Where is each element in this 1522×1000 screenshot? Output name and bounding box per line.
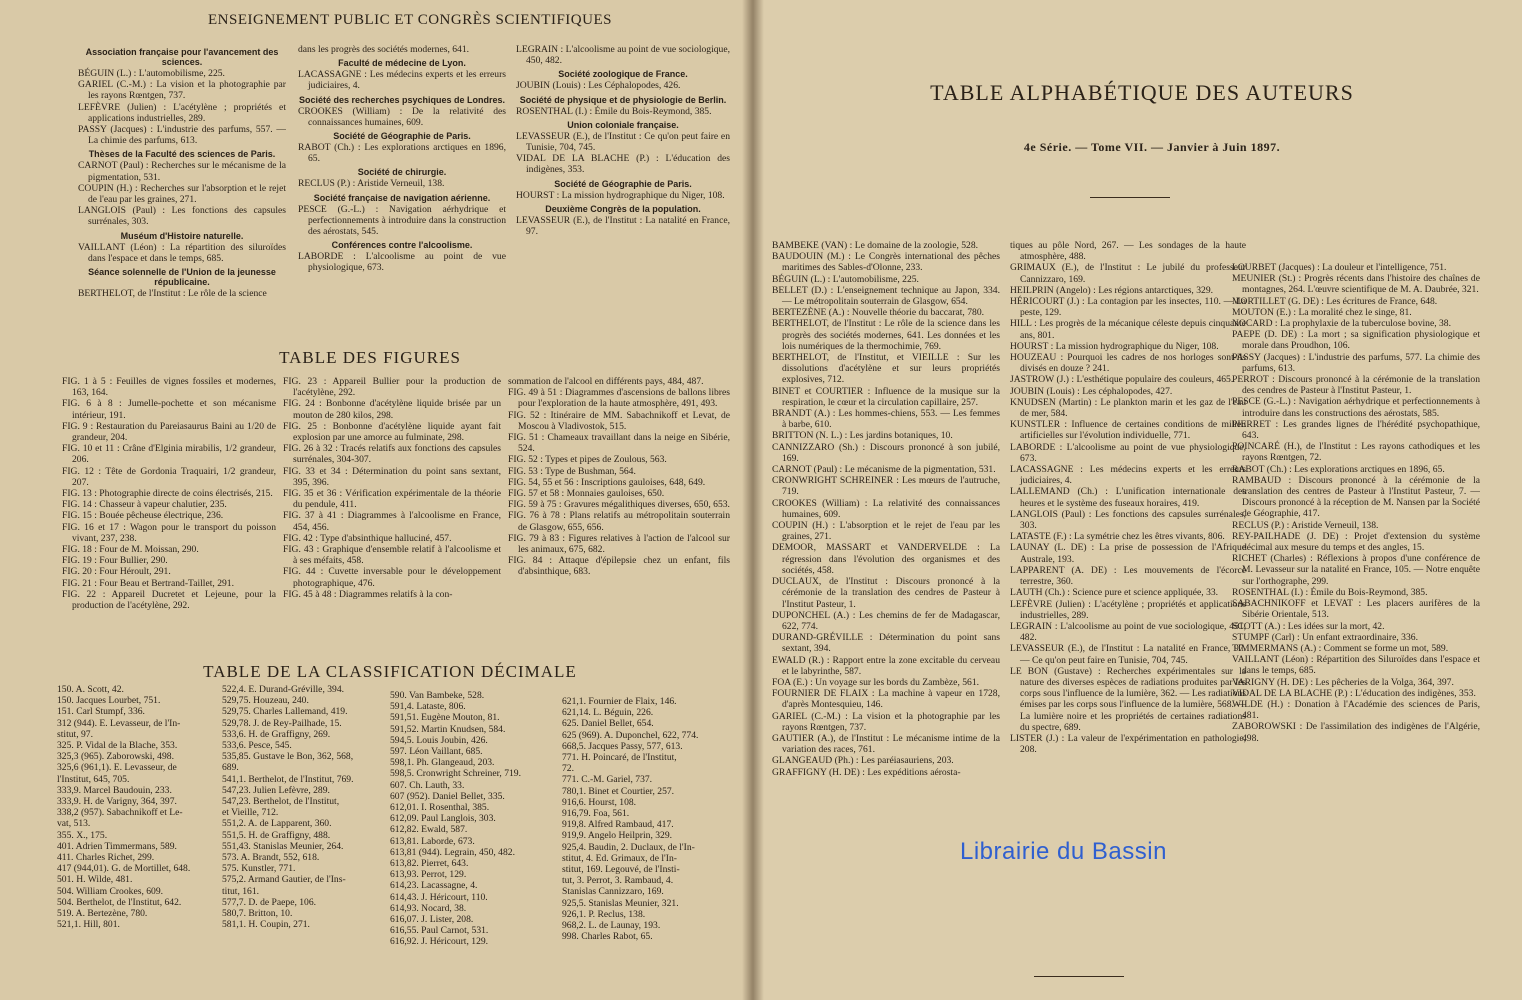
- decimal-column-2: [222, 684, 386, 954]
- author-entry: DUPONCHEL (A.) : Les chemins de fer de Madagascar, 622, 774.: [772, 609, 1000, 632]
- figure-entry: FIG. 15 : Bouée pêcheuse électrique, 236.: [62, 510, 224, 522]
- index-entry: BÉGUIN (L.) : L'automobilisme, 225.: [78, 68, 225, 79]
- decimal-entry: vat, 513.: [57, 818, 91, 830]
- index-entry: PESCE (G.-L.) : Navigation aérhydrique et perfectionnements à introduire dans la construction des aérostats, 545.: [298, 203, 506, 238]
- index-entry: BERTHELOT, de l'Institut : Le rôle de la science: [78, 288, 267, 300]
- author-entry: VAILLANT (Léon) : Répartition des Siluroïdes dans l'espace et dans le temps, 685.: [1232, 654, 1480, 677]
- decimal-entry: 581,1. H. Coupin, 271.: [222, 919, 310, 931]
- decimal-entry: 333,9. H. de Varigny, 364, 397.: [57, 796, 177, 808]
- author-entry: SABACHNIKOFF et LEVAT : Les placers aurifères de la Sibérie Orientale, 513.: [1232, 598, 1480, 621]
- figure-entry: FIG. 18 : Four de M. Moissan, 290.: [62, 544, 199, 556]
- index-entry: LEVASSEUR (E.), de l'Institut : Ce qu'on peut faire en Tunisie, 704, 745.: [516, 130, 730, 154]
- authors-table-title: TABLE ALPHABÉTIQUE DES AUTEURS: [930, 80, 1354, 105]
- author-entry: LACASSAGNE : Les médecins experts et les erreurs judiciaires, 4.: [1010, 464, 1246, 487]
- author-entry: JOUBIN (Louis) : Les céphalopodes, 427.: [1010, 385, 1173, 397]
- decimal-entry: 616,55. Paul Carnot, 531.: [390, 925, 489, 937]
- figure-entry: FIG. 45 à 48 : Diagrammes relatifs à la con-: [283, 588, 453, 600]
- decimal-entry: et Vieille, 712.: [222, 807, 279, 819]
- figure-entry: FIG. 6 à 8 : Jumelle-pochette et son mécanisme intérieur, 191.: [62, 398, 276, 421]
- left-column-3: [516, 44, 730, 334]
- section-heading: Deuxième Congrès de la population.: [545, 203, 701, 214]
- index-entry: LEFÈVRE (Julien) : L'acétylène ; propriétés et applications industrielles, 289.: [78, 101, 286, 124]
- decimal-entry: 72.: [562, 763, 574, 775]
- decimal-entry: 919,8. Alfred Rambaud, 417.: [562, 819, 674, 831]
- author-entry: KUNSTLER : Influence de certaines conditions de milieu artificielles sur l'évolution individuelle, 771.: [1010, 419, 1246, 442]
- author-entry: DUCLAUX, de l'Institut : Discours prononcé à la cérémonie de la translation des cendres de Pasteur à l'Institut Pasteur, 1.: [772, 576, 1000, 610]
- decimal-entry: 594,5. Louis Joubin, 426.: [390, 734, 488, 746]
- decimal-entry: 529,75. Charles Lallemand, 419.: [222, 706, 348, 718]
- figure-entry: FIG. 43 : Graphique d'ensemble relatif à l'alcoolisme et à ses méfaits, 458.: [283, 544, 501, 567]
- decimal-entry: 689.: [222, 762, 239, 774]
- author-entry: WILDE (H.) : Donation à l'Académie des sciences de Paris, 481.: [1232, 698, 1480, 722]
- author-entry: NOCARD : La prophylaxie de la tuberculose bovine, 38.: [1232, 318, 1452, 330]
- decimal-entry: 590. Van Bambeke, 528.: [390, 690, 485, 701]
- index-entry: RECLUS (P.) : Aristide Verneuil, 138.: [298, 178, 445, 190]
- figure-entry: FIG. 33 et 34 : Détermination du point sans sextant, 395, 396.: [283, 465, 501, 488]
- decimal-entry: 151. Carl Stumpf, 336.: [57, 706, 145, 718]
- author-entry: MOUTON (E.) : La moralité chez le singe, 81.: [1232, 306, 1412, 318]
- decimal-entry: 312 (944). E. Levasseur, de l'In-: [57, 717, 181, 729]
- section-heading: Société de Géographie de Paris.: [554, 178, 692, 189]
- figure-entry: FIG. 49 à 51 : Diagrammes d'ascensions de ballons libres pour l'exploration de la haute atmosphère, 491, 493.: [508, 387, 730, 410]
- author-entry: BAUDOUIN (M.) : Le Congrès international des pêches maritimes des Sables-d'Olonne, 233.: [772, 251, 1000, 274]
- author-entry: LAUNAY (L. DE) : La prise de possession de l'Afrique Australe, 193.: [1010, 542, 1246, 565]
- figure-entry: FIG. 84 : Attaque d'épilepsie chez un enfant, fils d'absinthique, 683.: [508, 555, 730, 578]
- decimal-entry: 591,52. Martin Knudsen, 584.: [390, 723, 506, 735]
- author-entry: GARIEL (C.-M.) : La vision et la photographie par les rayons Rœntgen, 737.: [772, 710, 1000, 733]
- figures-column-1: [62, 376, 276, 638]
- author-entry: LABORDE : L'alcoolisme au point de vue physiologique, 673.: [1010, 441, 1246, 464]
- author-entry: LANGLOIS (Paul) : Les fonctions des capsules surrénales, 303.: [1010, 508, 1246, 532]
- decimal-entry: 612,01. I. Rosenthal, 385.: [390, 802, 490, 814]
- index-entry: VAILLANT (Léon) : La répartition des siluroïdes dans l'espace et dans le temps, 685.: [78, 241, 286, 264]
- figure-entry: FIG. 23 : Appareil Bullier pour la production de l'acétylène, 292.: [283, 376, 501, 399]
- figure-entry: FIG. 44 : Cuvette inversable pour le développement photographique, 476.: [283, 566, 501, 589]
- decimal-entry: 573. A. Brandt, 552, 618.: [222, 852, 320, 864]
- index-entry: LABORDE : L'alcoolisme au point de vue physiologique, 673.: [298, 251, 506, 274]
- decimal-entry: 577,7. D. de Paepe, 106.: [222, 896, 317, 908]
- section-heading: Conférences contre l'alcoolisme.: [331, 240, 473, 251]
- section-heading: Union coloniale française.: [567, 119, 679, 130]
- figure-entry: sommation de l'alcool en différents pays, 484, 487.: [508, 376, 704, 387]
- section-heading: Société de physique et de physiologie de Berlin.: [519, 94, 727, 105]
- decimal-entry: 411. Charles Richet, 299.: [57, 852, 155, 864]
- author-entry: ROSENTHAL (I.) : Émile du Bois-Reymond, 385.: [1232, 586, 1428, 598]
- decimal-entry: 613,81 (944). Legrain, 450, 482.: [390, 846, 515, 858]
- author-entry: DEMOOR, MASSART et VANDERVELDE : La régression dans l'évolution des organismes et des sociétés, 458.: [772, 542, 1000, 576]
- index-entry: dans les progrès des sociétés modernes, 641.: [298, 44, 470, 55]
- author-entry: BAMBEKE (VAN) : Le domaine de la zoologie, 528.: [772, 240, 979, 251]
- left-page: [0, 0, 752, 1000]
- figure-entry: FIG. 24 : Bonbonne d'acétylène liquide brisée par un mouton de 280 kilos, 298.: [283, 398, 501, 421]
- author-entry: HILL : Les progrès de la mécanique céleste depuis cinquante ans, 801.: [1010, 318, 1246, 341]
- author-entry: MORTILLET (G. DE) : Les écritures de France, 648.: [1232, 295, 1438, 307]
- decimal-entry: 417 (944,01). G. de Mortillet, 648.: [57, 863, 191, 875]
- author-entry: LAPPARENT (A. DE) : Les mouvements de l'écorce terrestre, 360.: [1010, 564, 1246, 588]
- author-entry: LALLEMAND (Ch.) : L'unification internationale des heures et le système des fuseaux horaires, 419.: [1010, 486, 1246, 509]
- index-entry: CROOKES (William) : De la relativité des connaissances humaines, 609.: [298, 105, 506, 128]
- figure-entry: FIG. 16 et 17 : Wagon pour le transport du poisson vivant, 237, 238.: [62, 521, 276, 544]
- author-entry: GAUTIER (A.), de l'Institut : Le mécanisme intime de la variation des races, 761.: [772, 732, 1000, 756]
- decimal-entry: 541,1. Berthelot, de l'Institut, 769.: [222, 773, 354, 785]
- author-entry: LEGRAIN : L'alcoolisme au point de vue sociologique, 451, 482.: [1010, 620, 1246, 644]
- decimal-entry: 621,1. Fournier de Flaix, 146.: [562, 696, 677, 707]
- decimal-entry: 614,23. Lacassagne, 4.: [390, 880, 478, 892]
- decimal-entry: 533,6. Pesce, 545.: [222, 740, 292, 752]
- figure-entry: FIG. 25 : Bonbonne d'acétylène liquide ayant fait explosion par une amorce au fulminate, 298.: [283, 420, 501, 444]
- decimal-entry: 533,6. H. de Graffigny, 269.: [222, 728, 331, 740]
- author-entry: SCOTT (A.) : Les idées sur la mort, 42.: [1232, 620, 1385, 632]
- decimal-entry: 504. William Crookes, 609.: [57, 885, 164, 897]
- figure-entry: FIG. 51 : Chameaux travaillant dans la neige en Sibérie, 524.: [508, 432, 730, 455]
- decimal-entry: 535,85. Gustave le Bon, 362, 568,: [222, 751, 354, 763]
- author-entry: BRITTON (N. L.) : Les jardins botaniques, 10.: [772, 430, 953, 442]
- decimal-entry: 771. H. Poincaré, de l'Institut,: [562, 752, 677, 764]
- figure-entry: FIG. 22 : Appareil Ducretet et Lejeune, pour la production de l'acétylène, 292.: [62, 588, 276, 612]
- decimal-entry: 925,5. Stanislas Meunier, 321.: [562, 897, 679, 909]
- decimal-entry: 529,75. Houzeau, 240.: [222, 695, 309, 707]
- decimal-entry: 621,14. L. Béguin, 226.: [562, 707, 654, 719]
- decimal-entry: 521,1. Hill, 801.: [57, 919, 120, 931]
- decimal-entry: 612,82. Ewald, 587.: [390, 824, 468, 836]
- figures-column-2: [283, 376, 501, 638]
- author-entry: FOURNIER DE FLAIX : La machine à vapeur en 1728, d'après Montesquieu, 146.: [772, 688, 1000, 711]
- decimal-entry: stitut, 4. Ed. Grimaux, de l'In-: [562, 852, 677, 864]
- author-entry: PAEPE (D. DE) : La mort ; sa signification physiologique et morale dans Proudhon, 106.: [1232, 329, 1480, 352]
- decimal-entry: 529,78. J. de Rey-Pailhade, 15.: [222, 717, 342, 729]
- decimal-column-4: [562, 696, 732, 966]
- left-column-1: [78, 44, 286, 334]
- decimal-entry: 325,6 (961,1). E. Levasseur, de: [57, 762, 177, 774]
- figure-entry: FIG. 42 : Type d'absinthique halluciné, 457.: [283, 532, 452, 544]
- figure-entry: FIG. 52 : Itinéraire de MM. Sabachnikoff et Levat, de Moscou à Vladivostok, 515.: [508, 409, 730, 432]
- figure-entry: FIG. 9 : Restauration du Pareiasaurus Baini au 1/20 de grandeur, 204.: [62, 420, 276, 444]
- decimal-entry: 607 (952). Daniel Bellet, 335.: [390, 790, 505, 802]
- author-entry: HEILPRIN (Angelo) : Les régions antarctiques, 329.: [1010, 284, 1214, 296]
- decimal-entry: 325,3 (965). Zaborowski, 498.: [57, 751, 174, 763]
- decimal-entry: 926,1. P. Reclus, 138.: [562, 908, 646, 920]
- index-entry: ROSENTHAL (I.) : Émile du Bois-Reymond, 385.: [516, 105, 712, 117]
- author-entry: GRAFFIGNY (H. DE) : Les expéditions aérosta-: [772, 766, 961, 778]
- author-entry: RECLUS (P.) : Aristide Verneuil, 138.: [1232, 519, 1379, 531]
- decimal-entry: 519. A. Bertezène, 780.: [57, 908, 148, 920]
- section-heading: Société française de navigation aérienne.: [313, 192, 491, 203]
- figure-entry: FIG. 54, 55 et 56 : Inscriptions gauloises, 648, 649.: [508, 476, 706, 488]
- author-entry: LEFÈVRE (Julien) : L'acétylène ; propriétés et applications industrielles, 289.: [1010, 598, 1246, 621]
- index-entry: LANGLOIS (Paul) : Les fonctions des capsules surrénales, 303.: [78, 205, 286, 228]
- decimal-entry: 625. Daniel Bellet, 654.: [562, 718, 654, 730]
- decimal-entry: 504. Berthelot, de l'Institut, 642.: [57, 896, 182, 908]
- author-entry: RABOT (Ch.) : Les explorations arctiques en 1896, 65.: [1232, 463, 1445, 475]
- decimal-entry: Stanislas Cannizzaro, 169.: [562, 886, 664, 898]
- figures-title: TABLE DES FIGURES: [279, 348, 461, 367]
- index-entry: LACASSAGNE : Les médecins experts et les erreurs judiciaires, 4.: [298, 69, 506, 92]
- decimal-entry: 547,23. Berthelot, de l'Institut,: [222, 796, 340, 808]
- decimal-entry: 333,9. Marcel Baudouin, 233.: [57, 784, 172, 796]
- author-entry: PIERRET : Les grandes lignes de l'hérédité psychopathique, 643.: [1232, 418, 1480, 442]
- figure-entry: FIG. 10 et 11 : Crâne d'Elginia mirabilis, 1/2 grandeur, 206.: [62, 443, 276, 466]
- author-entry: PESCE (G.-L.) : Navigation aérhydrique et perfectionnements à introduire dans les constructions des aérostats, 585.: [1232, 396, 1480, 419]
- figure-entry: FIG. 53 : Type de Bushman, 564.: [508, 465, 636, 477]
- decimal-entry: 591,51. Eugène Mouton, 81.: [390, 712, 500, 724]
- decimal-entry: 607. Ch. Lauth, 33.: [390, 779, 465, 791]
- author-entry: PERROT : Discours prononcé à la cérémonie de la translation des cendres de Pasteur à l'Institut Pasteur, 1.: [1232, 374, 1480, 397]
- figure-entry: FIG. 21 : Four Beau et Bertrand-Taillet, 291.: [62, 577, 234, 589]
- author-entry: CANNIZZARO (Sh.) : Discours prononcé à son jubilé, 169.: [772, 441, 1000, 464]
- figures-column-3: [508, 376, 730, 638]
- decimal-entry: 598,5. Cronwright Schreiner, 719.: [390, 768, 521, 780]
- decimal-entry: 150. A. Scott, 42.: [57, 684, 124, 695]
- section-heading: Société de Géographie de Paris.: [333, 131, 471, 142]
- decimal-entry: 547,23. Julien Lefèvre, 289.: [222, 784, 330, 796]
- section-heading: Thèses de la Faculté des sciences de Paris.: [88, 149, 276, 160]
- page-gutter: [742, 0, 764, 1000]
- decimal-entry: 355. X., 175.: [57, 829, 108, 841]
- decimal-entry: stitut, 97.: [57, 728, 93, 740]
- decimal-entry: 919,9. Angelo Heilprin, 329.: [562, 830, 673, 842]
- decimal-entry: 613,93. Perrot, 129.: [390, 869, 467, 881]
- decimal-entry: l'Institut, 645, 705.: [57, 773, 130, 785]
- author-entry: KNUDSEN (Martin) : Le plankton marin et les gaz de l'eau de mer, 584.: [1010, 396, 1246, 420]
- figure-entry: FIG. 1 à 5 : Feuilles de vignes fossiles et modernes, 163, 164.: [62, 376, 276, 399]
- figure-entry: FIG. 20 : Four Héroult, 291.: [62, 566, 171, 578]
- decimal-entry: 613,81. Laborde, 673.: [390, 835, 475, 847]
- figure-entry: FIG. 76 à 78 : Plans relatifs au métropolitain souterrain de Glasgow, 655, 656.: [508, 510, 730, 533]
- decimal-entry: 150. Jacques Lourbet, 751.: [57, 695, 161, 707]
- decimal-column-1: [57, 684, 219, 954]
- author-entry: CRONWRIGHT SCHREINER : Les mœurs de l'autruche, 719.: [772, 475, 1000, 498]
- author-entry: POINCARÉ (H.), de l'Institut : Les rayons cathodiques et les rayons Rœntgen, 72.: [1232, 441, 1480, 464]
- author-entry: GRIMAUX (E.), de l'Institut : Le jubilé du professeur Cannizzaro, 169.: [1010, 262, 1246, 285]
- author-entry: TIMMERMANS (A.) : Comment se forme un mot, 589.: [1232, 642, 1449, 654]
- section-heading: Faculté de médecine de Lyon.: [338, 58, 466, 69]
- author-entry: LE BON (Gustave) : Recherches expérimentales sur la nature des diverses espèces de radiations produites par les corps sous l'influence de la lumière, 362. — Les radiations émises par les corps sous l'influence de la lumière, 568. — La lumière noire et les propriétés de certaines radiations du spectre, 689.: [1010, 665, 1246, 733]
- decimal-entry: 551,5. H. de Graffigny, 488.: [222, 829, 331, 841]
- decimal-entry: 625 (969). A. Duponchel, 622, 774.: [562, 729, 699, 741]
- author-entry: LATASTE (F.) : La symétrie chez les êtres vivants, 806.: [1010, 531, 1225, 543]
- section-heading: Association française pour l'avancement des sciences.: [85, 47, 279, 67]
- author-entry: VARIGNY (H. DE) : Les pêcheries de la Volga, 364, 397.: [1232, 676, 1454, 688]
- section-heading: Société de chirurgie.: [357, 167, 447, 178]
- author-entry: JASTROW (J.) : L'esthétique populaire des couleurs, 465.: [1010, 374, 1234, 386]
- author-entry: LAUTH (Ch.) : Science pure et science appliquée, 33.: [1010, 587, 1219, 599]
- figure-entry: FIG. 57 et 58 : Monnaies gauloises, 650.: [508, 488, 665, 500]
- decimal-entry: 780,1. Binet et Courtier, 257.: [562, 785, 675, 797]
- decimal-entry: 575. Kunstler, 771.: [222, 863, 296, 875]
- author-entry: EWALD (R.) : Rapport entre la zone excitable du cerveau et le labyrinthe, 587.: [772, 654, 1000, 677]
- decimal-entry: 614,93. Nocard, 38.: [390, 902, 467, 914]
- decimal-entry: titut, 161.: [222, 885, 260, 897]
- decimal-column-3: [390, 690, 558, 960]
- index-entry: COUPIN (H.) : Recherches sur l'absorption et le rejet de l'eau par les graines, 271.: [78, 182, 286, 206]
- author-entry: HOURST : La mission hydrographique du Niger, 108.: [1010, 340, 1219, 352]
- figure-entry: FIG. 12 : Tête de Gordonia Traquairi, 1/2 grandeur, 207.: [62, 465, 276, 488]
- index-entry: RABOT (Ch.) : Les explorations arctiques en 1896, 65.: [298, 142, 506, 165]
- authors-column-3: [1232, 262, 1480, 962]
- author-entry: CROOKES (William) : La relativité des connaissances humaines, 609.: [772, 497, 1000, 520]
- author-entry: BINET et COURTIER : Influence de la musique sur la respiration, le cœur et la circulation capillaire, 257.: [772, 385, 1000, 408]
- left-column-2: [298, 44, 506, 334]
- left-page-header: ENSEIGNEMENT PUBLIC ET CONGRÈS SCIENTIFIQUES: [208, 12, 612, 28]
- decimal-entry: 551,2. A. de Lapparent, 360.: [222, 818, 332, 830]
- author-entry: DURAND-GRÉVILLE : Détermination du point sans sextant, 394.: [772, 632, 1000, 655]
- title-divider: [1090, 197, 1170, 198]
- decimal-entry: 401. Adrien Timmermans, 589.: [57, 840, 177, 852]
- watermark-text: Librairie du Bassin: [960, 838, 1167, 865]
- decimal-entry: 668,5. Jacques Passy, 577, 613.: [562, 740, 683, 752]
- author-entry: PASSY (Jacques) : L'industrie des parfums, 577. La chimie des parfums, 613.: [1232, 351, 1480, 374]
- author-entry: VIDAL DE LA BLACHE (P.) : L'éducation des indigènes, 353.: [1232, 687, 1476, 699]
- author-entry: BELLET (D.) : L'enseignement technique au Japon, 334. — Le métropolitain souterrain de Glasgow, 654.: [772, 284, 1000, 308]
- decimal-entry: tut, 3. Perrot, 3. Rambaud, 4.: [562, 875, 674, 887]
- decimal-entry: 916,79. Foa, 561.: [562, 808, 630, 820]
- author-entry: RAMBAUD : Discours prononcé à la cérémonie de la translation des centres de Pasteur à l'Institut Pasteur, 7. — Discours prononcé à la réception de M. Nansen par la Société de Géographie, 417.: [1232, 474, 1480, 520]
- author-entry: BERTEZÈNE (A.) : Nouvelle théorie du baccarat, 780.: [772, 307, 985, 319]
- author-entry: BERTHELOT, de l'Institut : Le rôle de la science dans les progrès des sociétés modernes, 641. Les données et les lois numériques de la thermochimie, 769.: [772, 318, 1000, 352]
- series-subtitle: 4e Série. — Tome VII. — Janvier à Juin 1897.: [1023, 140, 1281, 154]
- index-entry: VIDAL DE LA BLACHE (P.) : L'éducation des indigènes, 353.: [516, 153, 730, 176]
- author-entry: MEUNIER (St.) : Progrès récents dans l'histoire des chaînes de montagnes, 264. L'œuvre scientifique de M. A. Daubrée, 321.: [1232, 273, 1480, 296]
- index-entry: PASSY (Jacques) : L'industrie des parfums, 557. — La chimie des parfums, 613.: [78, 124, 286, 147]
- decimal-entry: stitut, 169. Legouvé, de l'Insti-: [562, 864, 680, 876]
- figure-entry: FIG. 13 : Photographie directe de coins électrisés, 215.: [62, 488, 273, 500]
- author-entry: LEVASSEUR (E.), de l'Institut : La natalité en France, 97. — Ce qu'on peut faire en Tunisie, 704, 745.: [1010, 643, 1246, 666]
- author-entry: HOUZEAU : Pourquoi les cadres de nos horloges sont-ils divisés en douze ? 241.: [1010, 352, 1246, 375]
- author-entry: BERTHELOT, de l'Institut, et VIEILLE : Sur les dissolutions d'acétylène et sur leurs propriétés explosives, 712.: [772, 352, 1000, 386]
- figure-entry: FIG. 52 : Types et pipes de Zoulous, 563.: [508, 454, 667, 466]
- decimal-entry: 916,6. Hourst, 108.: [562, 796, 637, 808]
- decimal-entry: 598,1. Ph. Glangeaud, 203.: [390, 757, 495, 769]
- author-entry: tiques au pôle Nord, 267. — Les sondages de la haute atmosphère, 488.: [1010, 240, 1246, 263]
- section-heading: Séance solennelle de l'Union de la jeunesse républicaine.: [88, 267, 276, 288]
- index-entry: LEVASSEUR (E.), de l'Institut : La natalité en France, 97.: [516, 214, 730, 238]
- decimal-entry: 616,92. J. Héricourt, 129.: [390, 936, 489, 948]
- decimal-entry: 771. C.-M. Gariel, 737.: [562, 774, 653, 786]
- author-entry: CARNOT (Paul) : Le mécanisme de la pigmentation, 531.: [772, 464, 996, 476]
- author-entry: HÉRICOURT (J.) : La contagion par les insectes, 110. — La peste, 129.: [1010, 296, 1246, 319]
- section-heading: Société zoologique de France.: [558, 69, 688, 80]
- author-entry: GLANGEAUD (Ph.) : Les paréiasauriens, 203.: [772, 755, 954, 767]
- author-entry: BÉGUIN (L.) : L'automobilisme, 225.: [772, 273, 919, 285]
- index-entry: CARNOT (Paul) : Recherches sur le mécanisme de la pigmentation, 531.: [78, 160, 286, 183]
- decimal-entry: 616,07. J. Lister, 208.: [390, 914, 474, 926]
- decimal-entry: 612,09. Paul Langlois, 303.: [390, 813, 496, 825]
- decimal-entry: 575,2. Armand Gautier, de l'Ins-: [222, 874, 346, 886]
- author-entry: RICHET (Charles) : Réflexions à propos d'une conférence de M. Levasseur sur la natalité en France, 105. — Notre enquête sur l'orthographe, 299.: [1232, 553, 1480, 587]
- author-entry: STUMPF (Carl) : Un enfant extraordinaire, 336.: [1232, 631, 1418, 643]
- figure-entry: FIG. 19 : Four Bullier, 290.: [62, 555, 168, 567]
- author-entry: COUPIN (H.) : L'absorption et le rejet de l'eau par les graines, 271.: [772, 520, 1000, 543]
- decimal-entry: 613,82. Pierret, 643.: [390, 858, 469, 870]
- decimal-classification-title: TABLE DE LA CLASSIFICATION DÉCIMALE: [203, 662, 577, 681]
- figure-entry: FIG. 26 à 32 : Tracés relatifs aux fonctions des capsules surrénales, 304-307.: [283, 443, 501, 466]
- figure-entry: FIG. 37 à 41 : Diagrammes à l'alcoolisme en France, 454, 456.: [283, 510, 501, 533]
- decimal-entry: 614,43. J. Héricourt, 110.: [390, 891, 488, 903]
- author-entry: LOURBET (Jacques) : La douleur et l'intelligence, 751.: [1232, 262, 1447, 273]
- footer-rule: [1034, 976, 1124, 977]
- figure-entry: FIG. 59 à 75 : Gravures mégalithiques diverses, 650, 653.: [508, 499, 730, 511]
- author-entry: LISTER (J.) : La valeur de l'expérimentation en pathologie, 208.: [1010, 732, 1246, 756]
- index-entry: JOUBIN (Louis) : Les Céphalopodes, 426.: [516, 80, 681, 92]
- author-entry: BRANDT (A.) : Les hommes-chiens, 553. — Les femmes à barbe, 610.: [772, 408, 1000, 431]
- decimal-entry: 501. H. Wilde, 481.: [57, 874, 133, 886]
- index-entry: HOURST : La mission hydrographique du Niger, 108.: [516, 189, 725, 201]
- decimal-entry: 580,7. Britton, 10.: [222, 908, 293, 920]
- author-entry: ZABOROWSKI : De l'assimilation des indigènes de l'Algérie, 498.: [1232, 721, 1480, 744]
- decimal-entry: 968,2. L. de Launay, 193.: [562, 920, 661, 932]
- section-heading: Muséum d'Histoire naturelle.: [120, 230, 244, 241]
- author-entry: REY-PAILHADE (J. DE) : Projet d'extension du système décimal aux mesure du temps et des angles, 15.: [1232, 530, 1480, 554]
- decimal-entry: 591,4. Lataste, 806.: [390, 701, 466, 713]
- figure-entry: FIG. 79 à 83 : Figures relatives à l'action de l'alcool sur les animaux, 675, 682.: [508, 532, 730, 556]
- decimal-entry: 551,43. Stanislas Meunier, 264.: [222, 840, 344, 852]
- figure-entry: FIG. 35 et 36 : Vérification expérimentale de la théorie du pendule, 411.: [283, 488, 501, 511]
- decimal-entry: 325. P. Vidal de la Blache, 353.: [57, 740, 178, 752]
- decimal-entry: 597. Léon Vaillant, 685.: [390, 746, 483, 758]
- index-entry: GARIEL (C.-M.) : La vision et la photographie par les rayons Rœntgen, 737.: [78, 79, 286, 102]
- decimal-entry: 338,2 (957). Sabachnikoff et Le-: [57, 807, 183, 819]
- decimal-entry: 925,4. Baudin, 2. Duclaux, de l'In-: [562, 841, 695, 853]
- index-entry: LEGRAIN : L'alcoolisme au point de vue sociologique, 450, 482.: [516, 44, 730, 67]
- decimal-entry: 522,4. E. Durand-Gréville, 394.: [222, 684, 345, 695]
- right-page: [752, 0, 1522, 1000]
- decimal-entry: 998. Charles Rabot, 65.: [562, 931, 653, 943]
- section-heading: Société des recherches psychiques de Londres.: [298, 94, 506, 105]
- figure-entry: FIG. 14 : Chasseur à vapeur chalutier, 235.: [62, 499, 227, 511]
- author-entry: FOA (E.) : Un voyage sur les bords du Zambèze, 561.: [772, 676, 980, 688]
